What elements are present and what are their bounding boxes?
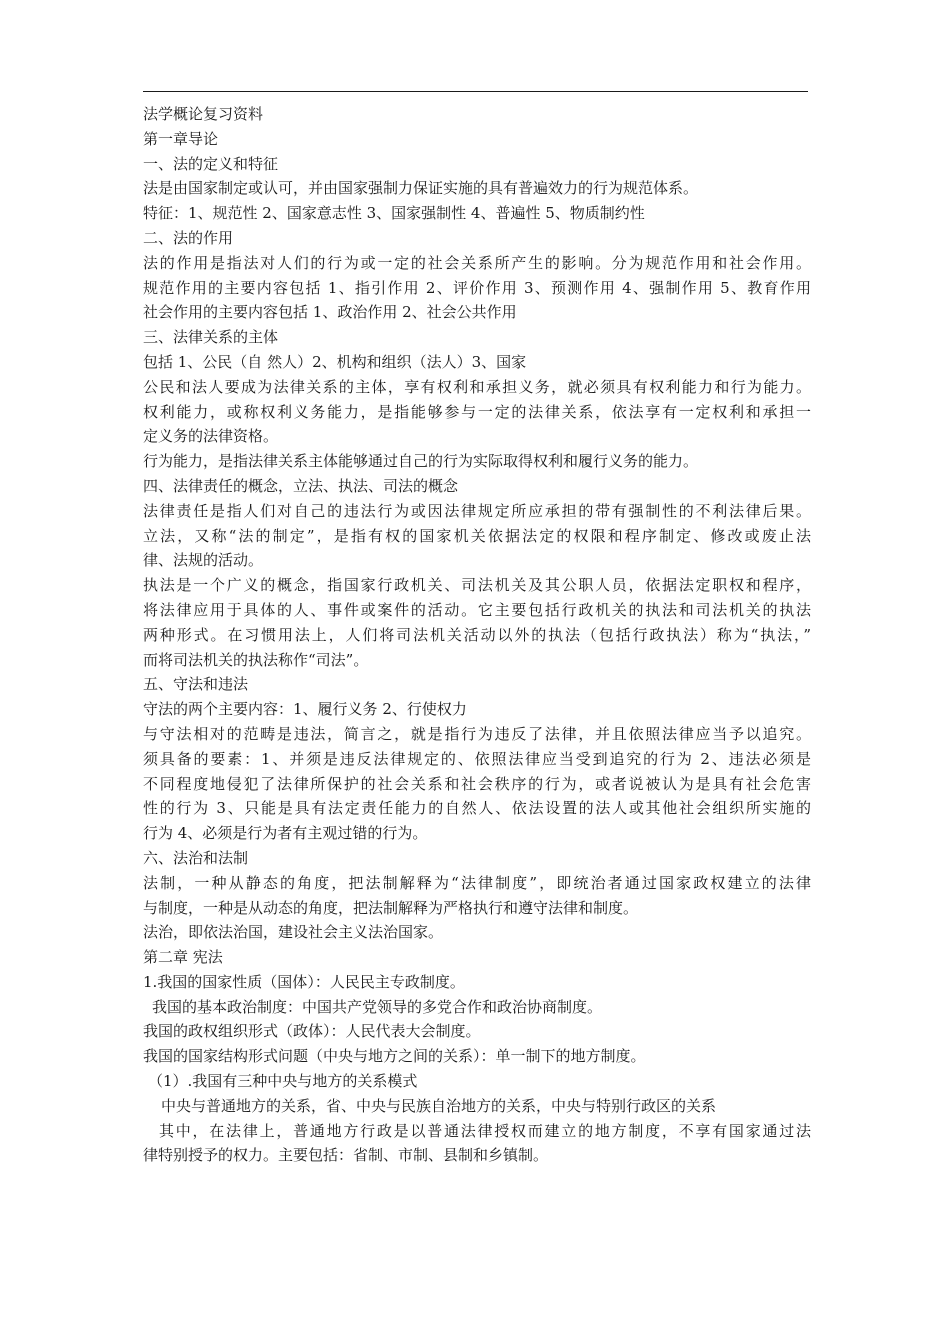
section-heading: 五、守法和违法 [143, 675, 249, 694]
paragraph-line: 而将司法机关的执法称作“司法”。 [143, 650, 369, 669]
section-heading: 四、法律责任的概念，立法、执法、司法的概念 [143, 476, 459, 495]
chapter-heading: 第二章 宪法 [143, 948, 223, 967]
paragraph-line: 我国的政权组织形式（政体）：人民代表大会制度。 [143, 1022, 481, 1041]
paragraph-line: 其中，在法律上，普通地方行政是以普通法律授权而建立的地方制度，不享有国家通过法 [159, 1121, 811, 1140]
paragraph-line: 我国的基本政治制度：中国共产党领导的多党合作和政治协商制度。 [152, 997, 603, 1016]
section-heading: 三、法律关系的主体 [143, 328, 279, 347]
paragraph-line: 性的行为 3、只能是具有法定责任能力的自然人、依法设置的法人或其他社会组织所实施的 [143, 799, 811, 818]
section-heading: 一、法的定义和特征 [143, 154, 279, 173]
document-body [143, 102, 811, 1168]
list-item-heading: （1）.我国有三种中央与地方的关系模式 [148, 1072, 418, 1091]
paragraph-line: 1.我国的国家性质（国体）：人民民主专政制度。 [143, 972, 465, 991]
paragraph-line: 行为 4、必须是行为者有主观过错的行为。 [143, 824, 428, 843]
paragraph-line: 两种形式。在习惯用法上，人们将司法机关活动以外的执法（包括行政执法）称为“执法，” [143, 625, 811, 644]
paragraph-line: 法是由国家制定或认可，并由国家强制力保证实施的具有普遍效力的行为规范体系。 [143, 179, 699, 198]
document-title: 法学概论复习资料 [143, 105, 264, 123]
paragraph-line: 与守法相对的范畴是违法，简言之，就是指行为违反了法律，并且依照法律应当予以追究。 [143, 724, 811, 743]
paragraph-line: 须具备的要素：1、并须是违反法律规定的、依照法律应当受到追究的行为 2、违法必须是 [143, 749, 811, 768]
paragraph-line: 法制，一种从静态的角度，把法制解释为“法律制度”，即统治者通过国家政权建立的法律 [143, 873, 811, 892]
section-heading: 二、法的作用 [143, 228, 234, 247]
paragraph-line: 行为能力，是指法律关系主体能够通过自己的行为实际取得权利和履行义务的能力。 [143, 452, 699, 471]
paragraph-line: 律、法规的活动。 [143, 551, 264, 570]
paragraph-line: 将法律应用于具体的人、事件或案件的活动。它主要包括行政机关的执法和司法机关的执法 [143, 600, 811, 619]
paragraph-line: 规范作用的主要内容包括 1、指引作用 2、评价作用 3、预测作用 4、强制作用 5、教育作用 [143, 278, 811, 297]
paragraph-line: 中央与普通地方的关系，省、中央与民族自治地方的关系，中央与特别行政区的关系 [161, 1096, 717, 1115]
paragraph-line: 社会作用的主要内容包括 1、政治作用 2、社会公共作用 [143, 303, 517, 322]
paragraph-line: 特征：1、规范性 2、国家意志性 3、国家强制性 4、普遍性 5、物质制约性 [143, 204, 645, 223]
paragraph-line: 执法是一个广义的概念，指国家行政机关、司法机关及其公职人员，依据法定职权和程序， [143, 576, 811, 595]
paragraph-line: 律特别授予的权力。主要包括：省制、市制、县制和乡镇制。 [143, 1146, 549, 1165]
paragraph-line: 我国的国家结构形式问题（中央与地方之间的关系）：单一制下的地方制度。 [143, 1047, 646, 1066]
paragraph-line: 法律责任是指人们对自己的违法行为或因法律规定所应承担的带有强制性的不利法律后果。 [143, 501, 811, 520]
paragraph-line: 不同程度地侵犯了法律所保护的社会关系和社会秩序的行为，或者说被认为是具有社会危害 [143, 774, 811, 793]
paragraph-line: 公民和法人要成为法律关系的主体，享有权利和承担义务，就必须具有权利能力和行为能力。 [143, 377, 811, 396]
chapter-heading: 第一章导论 [143, 129, 219, 148]
header-rule [143, 91, 808, 92]
section-heading: 六、法治和法制 [143, 848, 249, 867]
paragraph-line: 包括 1、公民（自 然人）2、机构和组织（法人）3、国家 [143, 352, 527, 371]
paragraph-line: 法治，即依法治国，建设社会主义法治国家。 [143, 923, 444, 942]
paragraph-line: 法的作用是指法对人们的行为或一定的社会关系所产生的影响。分为规范作用和社会作用。 [143, 253, 811, 272]
paragraph-line: 定义务的法律资格。 [143, 427, 279, 446]
paragraph-line: 与制度，一种是从动态的角度，把法制解释为严格执行和遵守法律和制度。 [143, 898, 639, 917]
paragraph-line: 守法的两个主要内容：1、履行义务 2、行使权力 [143, 700, 467, 719]
paragraph-line: 立法，又称“法的制定”，是指有权的国家机关依据法定的权限和程序制定、修改或废止法 [143, 526, 811, 545]
paragraph-line: 权利能力，或称权利义务能力，是指能够参与一定的法律关系，依法享有一定权利和承担一 [143, 402, 811, 421]
